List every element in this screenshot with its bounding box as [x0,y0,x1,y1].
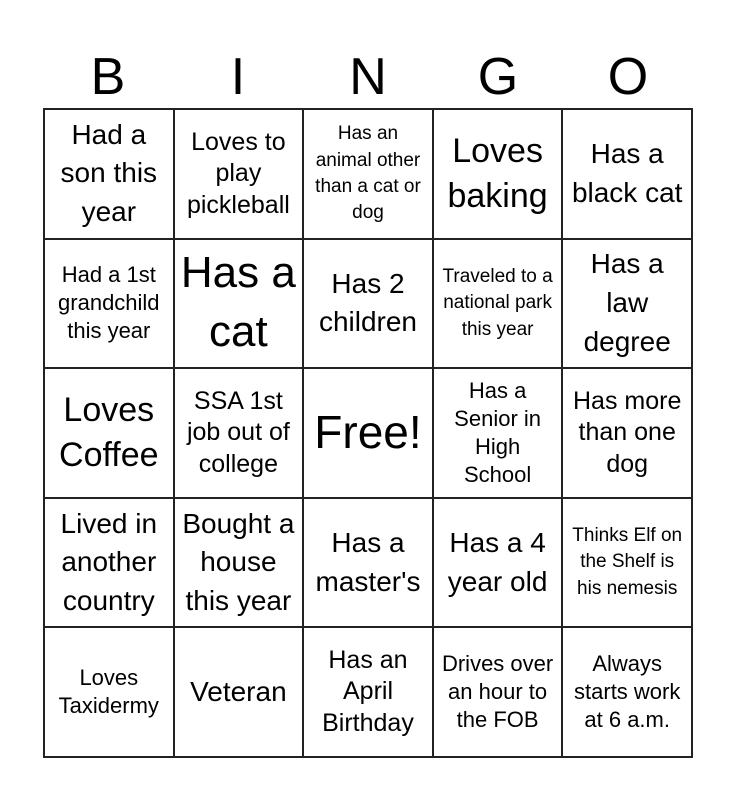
bingo-cell[interactable]: Has a Senior in High School [433,368,563,498]
bingo-cell[interactable]: Has an animal other than a cat or dog [303,109,433,239]
bingo-cell[interactable]: Thinks Elf on the Shelf is his nemesis [562,498,692,628]
bingo-cell[interactable]: Has a law degree [562,239,692,369]
bingo-cell[interactable]: Has more than one dog [562,368,692,498]
free-space[interactable]: Free! [303,368,433,498]
bingo-cell[interactable]: Lived in another country [44,498,174,628]
bingo-cell[interactable]: Loves baking [433,109,563,239]
bingo-board [43,108,693,758]
bingo-cell[interactable]: Has an April Birthday [303,627,433,757]
bingo-cell[interactable]: Loves Taxidermy [44,627,174,757]
bingo-cell[interactable]: Had a 1st grandchild this year [44,239,174,369]
header-letter-i: I [230,48,246,106]
bingo-cell[interactable]: Veteran [174,627,304,757]
bingo-cell[interactable]: Has a 4 year old [433,498,563,628]
header-letter-b: B [90,48,126,106]
bingo-cell[interactable]: Always starts work at 6 a.m. [562,627,692,757]
header-letter-n: N [349,48,387,106]
bingo-cell[interactable]: Has 2 children [303,239,433,369]
bingo-cell[interactable]: Bought a house this year [174,498,304,628]
bingo-cell[interactable]: Traveled to a national park this year [433,239,563,369]
bingo-cell[interactable]: Loves Coffee [44,368,174,498]
bingo-header [43,46,693,108]
bingo-cell[interactable]: Has a master's [303,498,433,628]
bingo-cell[interactable]: Has a cat [174,239,304,369]
header-letter-o: O [607,48,649,106]
header-letter-g: G [477,48,519,106]
bingo-cell[interactable]: SSA 1st job out of college [174,368,304,498]
bingo-cell[interactable]: Had a son this year [44,109,174,239]
bingo-cell[interactable]: Drives over an hour to the FOB [433,627,563,757]
bingo-cell[interactable]: Loves to play pickleball [174,109,304,239]
bingo-cell[interactable]: Has a black cat [562,109,692,239]
